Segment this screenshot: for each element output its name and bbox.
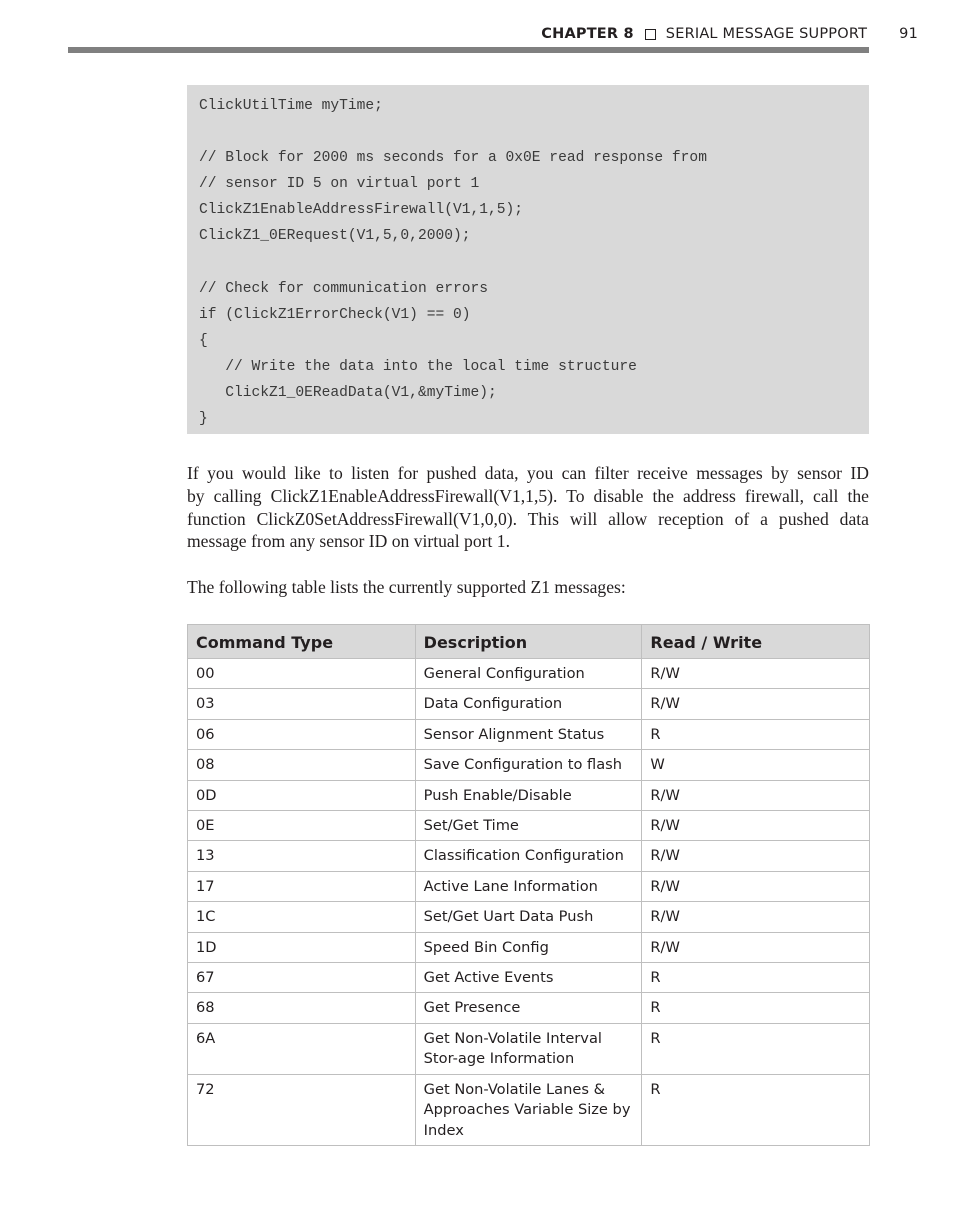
cell-command-type: 00 <box>188 659 416 689</box>
cell-description: Active Lane Information <box>415 871 642 901</box>
cell-command-type: 1D <box>188 932 416 962</box>
paragraph-line: If you would like to listen for pushed data, you can filter receive messages by sensor ID <box>187 463 869 483</box>
code-line: ClickUtilTime myTime; <box>199 98 383 114</box>
paragraph-line: message from any sensor ID on virtual port 1. <box>187 531 510 552</box>
table-row <box>188 841 870 871</box>
cell-command-type: 0E <box>188 811 416 841</box>
running-header <box>68 24 918 48</box>
cell-description: Speed Bin Config <box>415 932 642 962</box>
cell-read-write: R <box>642 1023 870 1074</box>
cell-description: General Configuration <box>415 659 642 689</box>
table-row <box>188 659 870 689</box>
cell-read-write: R <box>642 993 870 1023</box>
cell-read-write: R/W <box>642 932 870 962</box>
cell-description: Set/Get Uart Data Push <box>415 902 642 932</box>
cell-description: Push Enable/Disable <box>415 780 642 810</box>
code-block <box>187 85 869 434</box>
column-header-description: Description <box>415 625 642 659</box>
cell-command-type: 67 <box>188 963 416 993</box>
cell-description: Set/Get Time <box>415 811 642 841</box>
code-line: ClickZ1_0ERequest(V1,5,0,2000); <box>199 228 471 245</box>
cell-read-write: R/W <box>642 841 870 871</box>
code-line: ClickZ1_0EReadData(V1,&myTime); <box>199 385 497 402</box>
cell-read-write: R/W <box>642 811 870 841</box>
code-line: // Block for 2000 ms seconds for a 0x0E read response from <box>199 150 707 167</box>
table-row <box>188 932 870 962</box>
cell-read-write: R/W <box>642 659 870 689</box>
cell-command-type: 6A <box>188 1023 416 1074</box>
cell-command-type: 17 <box>188 871 416 901</box>
cell-command-type: 08 <box>188 750 416 780</box>
section-title: SERIAL MESSAGE SUPPORT <box>665 26 868 42</box>
table-intro-paragraph: The following table lists the currently supported Z1 messages: <box>187 577 626 597</box>
column-header-command-type: Command Type <box>188 625 416 659</box>
cell-read-write: R <box>642 719 870 749</box>
code-line <box>199 250 857 276</box>
z1-messages-table <box>187 624 870 1146</box>
code-line <box>199 119 857 145</box>
code-line: // Write the data into the local time structure <box>199 358 637 375</box>
header-rule <box>68 47 869 53</box>
table-row <box>188 811 870 841</box>
firewall-paragraph <box>187 462 869 553</box>
cell-description: Get Active Events <box>415 963 642 993</box>
header-text <box>541 26 918 42</box>
cell-read-write: R/W <box>642 689 870 719</box>
chapter-label: CHAPTER 8 <box>541 26 634 42</box>
separator-box-icon <box>645 29 656 40</box>
code-line: ClickZ1EnableAddressFirewall(V1,1,5); <box>199 202 524 219</box>
table-row <box>188 1074 870 1145</box>
table-row <box>188 1023 870 1074</box>
cell-read-write: R/W <box>642 902 870 932</box>
paragraph-line: by calling ClickZ1EnableAddressFirewall(V1,1,5). To disable the address firewall, call the <box>187 485 869 506</box>
page-number: 91 <box>899 26 918 42</box>
table-row <box>188 750 870 780</box>
cell-description: Save Configuration to flash <box>415 750 642 780</box>
cell-read-write: R <box>642 1074 870 1145</box>
cell-description: Get Presence <box>415 993 642 1023</box>
column-header-read-write: Read / Write <box>642 625 870 659</box>
table-row <box>188 780 870 810</box>
cell-read-write: W <box>642 750 870 780</box>
paragraph-line: function ClickZ0SetAddressFirewall(V1,0,0). This will allow reception of a pushed data <box>187 508 869 529</box>
code-line: // sensor ID 5 on virtual port 1 <box>199 176 480 193</box>
cell-command-type: 13 <box>188 841 416 871</box>
table-row <box>188 719 870 749</box>
cell-description: Get Non-Volatile Interval Stor-age Information <box>415 1023 642 1074</box>
table-row <box>188 993 870 1023</box>
cell-read-write: R <box>642 963 870 993</box>
table-row <box>188 963 870 993</box>
cell-read-write: R/W <box>642 780 870 810</box>
cell-description: Data Configuration <box>415 689 642 719</box>
cell-description: Classification Configuration <box>415 841 642 871</box>
cell-command-type: 06 <box>188 719 416 749</box>
cell-read-write: R/W <box>642 871 870 901</box>
cell-description: Get Non-Volatile Lanes & Approaches Variable Size by Index <box>415 1074 642 1145</box>
cell-command-type: 72 <box>188 1074 416 1145</box>
code-line: { <box>199 332 208 349</box>
code-line: // Check for communication errors <box>199 280 489 297</box>
table-header-row <box>188 625 870 659</box>
cell-description: Sensor Alignment Status <box>415 719 642 749</box>
code-line: } <box>199 411 208 428</box>
cell-command-type: 0D <box>188 780 416 810</box>
cell-command-type: 03 <box>188 689 416 719</box>
table-row <box>188 902 870 932</box>
cell-command-type: 1C <box>188 902 416 932</box>
table-row <box>188 871 870 901</box>
code-line: if (ClickZ1ErrorCheck(V1) == 0) <box>199 306 471 323</box>
table-row <box>188 689 870 719</box>
cell-command-type: 68 <box>188 993 416 1023</box>
